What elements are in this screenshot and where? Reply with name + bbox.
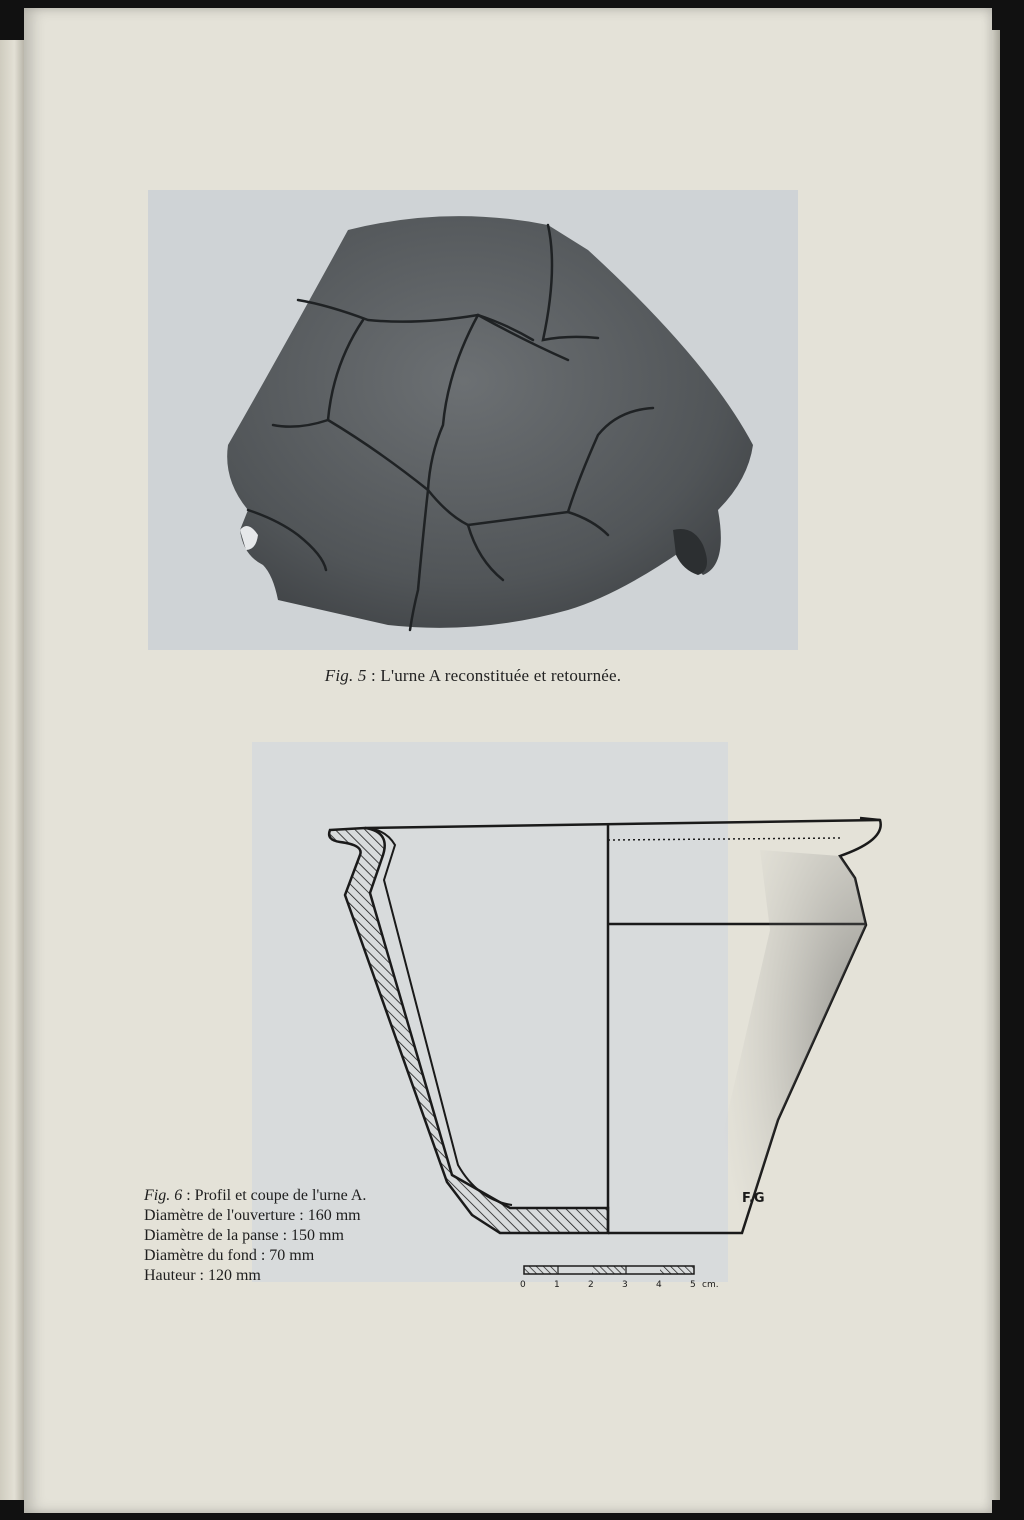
- scale-labels: [498, 1280, 738, 1298]
- scale-unit: cm.: [702, 1280, 719, 1290]
- scale-tick-4: 4: [656, 1280, 662, 1290]
- belly-diameter: Diamètre de la panse : 150 mm: [144, 1227, 344, 1244]
- left-page-edge: [0, 40, 24, 1500]
- scale-tick-2: 2: [588, 1280, 594, 1290]
- scale-tick-5: 5: [690, 1280, 696, 1290]
- scale-tick-3: 3: [622, 1280, 628, 1290]
- figure5-text: : L'urne A reconstituée et retournée.: [366, 666, 622, 685]
- figure5-label: Fig. 5: [324, 666, 367, 685]
- scale-bar: [498, 1264, 698, 1278]
- figure6-label: Fig. 6: [144, 1187, 183, 1204]
- scale-tick-0: 0: [520, 1280, 526, 1290]
- height: Hauteur : 120 mm: [144, 1267, 261, 1284]
- drawing-signature: F.G: [742, 1191, 765, 1206]
- page-edge: [992, 30, 1000, 1500]
- figure5-caption: [148, 666, 798, 686]
- opening-diameter: Diamètre de l'ouverture : 160 mm: [144, 1207, 361, 1224]
- base-diameter: Diamètre du fond : 70 mm: [144, 1247, 315, 1264]
- scale-tick-1: 1: [554, 1280, 560, 1290]
- figure6-text: : Profil et coupe de l'urne A.: [182, 1187, 367, 1204]
- urn-photograph: [148, 190, 798, 650]
- figure6-title: [144, 1186, 464, 1206]
- figure6-caption: [144, 1186, 464, 1286]
